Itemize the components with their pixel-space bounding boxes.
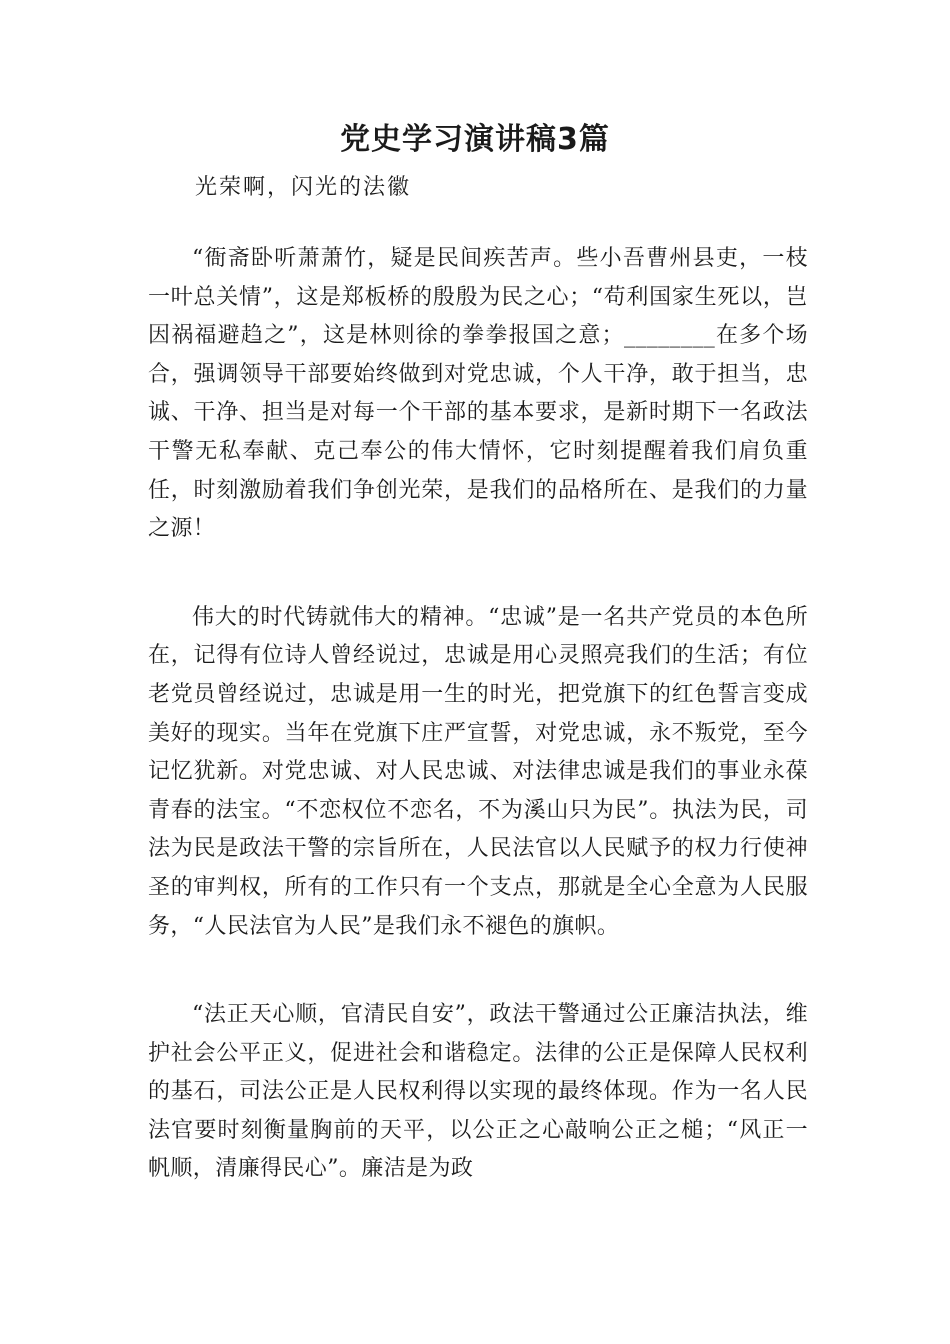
paragraph: “衙斋卧听萧萧竹，疑是民间疾苦声。些小吾曹州县吏，一枝一叶总关情”，这是郑板桥的殷殷为民之心；“苟利国家生死以，岂因祸福避趋之”，这是林则徐的拳拳报国之意；________在多个场合，强调领导干部要始终做到对党忠诚，个人干净，敢于担当，忠诚、干净、担当是对每一个干部的基本要求，是新时期下一名政法干警无私奉献、克己奉公的伟大情怀，它时刻提醒着我们肩负重任，时刻激励着我们争创光荣，是我们的品格所在、是我们的力量之源！: [148, 246, 808, 542]
paragraph: 伟大的时代铸就伟大的精神。“忠诚”是一名共产党员的本色所在，记得有位诗人曾经说过，忠诚是用心灵照亮我们的生活；有位老党员曾经说过，忠诚是用一生的时光，把党旗下的红色誓言变成美好的现实。当年在党旗下庄严宣誓，对党忠诚，永不叛党，至今记忆犹新。对党忠诚、对人民忠诚、对法律忠诚是我们的事业永葆青春的法宝。“不恋权位不恋名，不为溪山只为民”。执法为民，司法为民是政法干警的宗旨所在，人民法官以人民赋予的权力行使神圣的审判权，所有的工作只有一个支点，那就是全心全意为人民服务，“人民法官为人民”是我们永不褪色的旗帜。: [148, 604, 808, 939]
document-subtitle: 光荣啊，闪光的法徽: [195, 175, 412, 200]
document-title: 党史学习演讲稿3篇: [340, 122, 610, 157]
document-body: [148, 240, 808, 1239]
paragraph: “法正天心顺，官清民自安”，政法干警通过公正廉洁执法，维护社会公平正义，促进社会和谐稳定。法律的公正是保障人民权利的基石，司法公正是人民权利得以实现的最终体现。作为一名人民法官要时刻衡量胸前的天平，以公正之心敲响公正之槌；“风正一帆顺，清廉得民心”。廉洁是为政: [148, 1002, 808, 1182]
